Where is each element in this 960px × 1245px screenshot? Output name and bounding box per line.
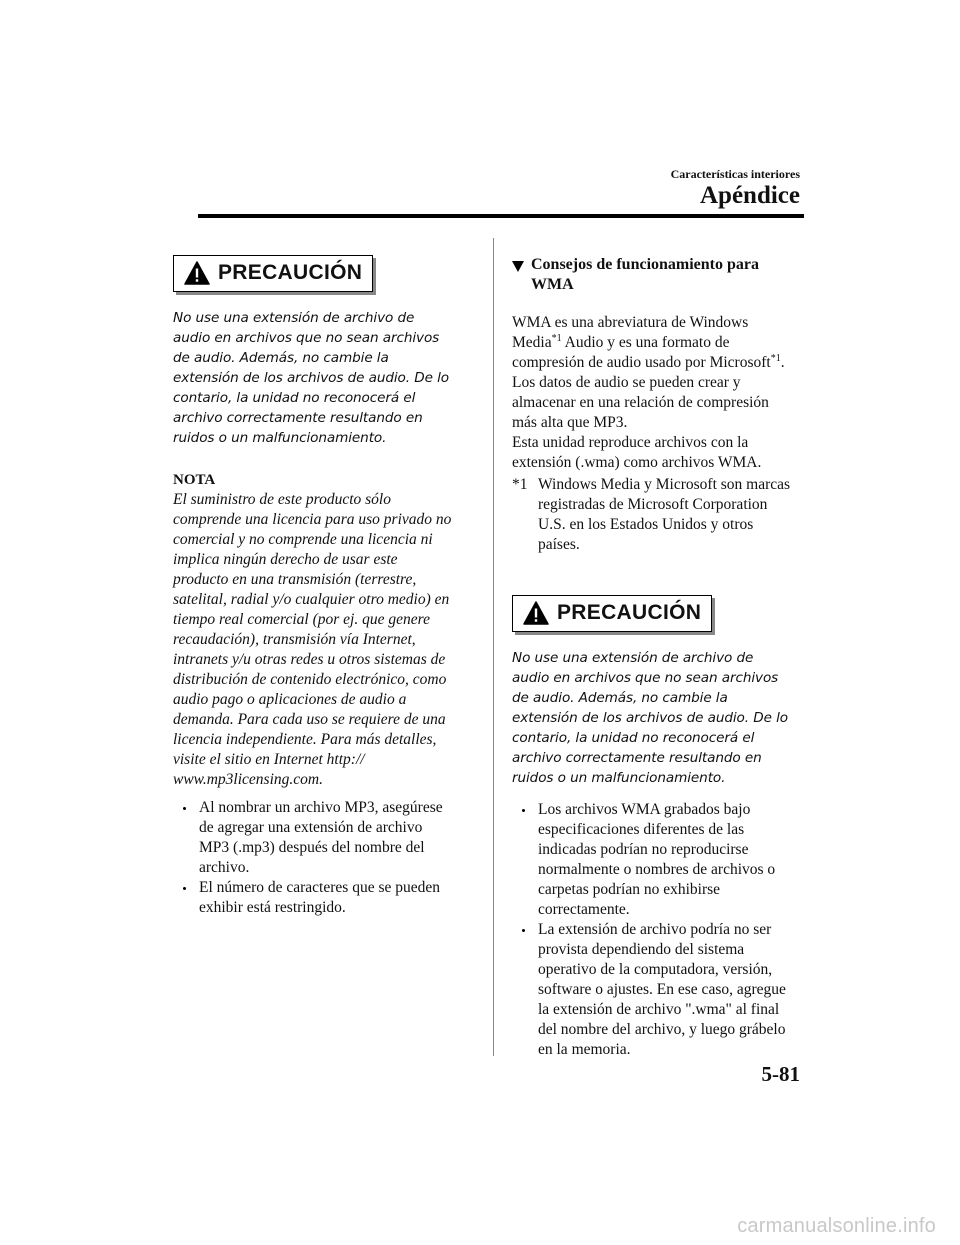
footnote-text: Windows Media y Microsoft son marcas registradas de Microsoft Corporation U.S. en los Estados Unidos y otros países. (538, 476, 791, 553)
paragraph: Esta unidad reproduce archivos con la extensión (.wma) como archivos WMA. (512, 434, 762, 471)
right-column (512, 255, 794, 1060)
chapter-title: Apéndice (700, 182, 800, 209)
caution-label: PRECAUCIÓN (557, 601, 702, 624)
section-heading-text: Consejos de funcionamiento para WMA (531, 256, 760, 293)
footnote (512, 475, 794, 555)
warning-triangle-icon (184, 261, 210, 285)
list-item (512, 800, 794, 920)
bullet-icon (183, 807, 186, 810)
watermark: carmanualsonline.info (737, 1215, 936, 1237)
caution-box (173, 255, 373, 292)
footnote-ref: *1 (770, 352, 781, 364)
bullet-icon (522, 809, 525, 812)
column-divider (493, 238, 494, 1056)
footnote-ref: *1 (551, 332, 562, 344)
paragraph-text: . (780, 354, 785, 371)
section-heading (512, 255, 794, 295)
list-item-text: La extensión de archivo podría no ser provista dependiendo del sistema operativo de la computadora, versión, software o ajustes. En ese caso, agregue la extensión de archivo ".wma" al final del nombre del archivo, y luego grábelo en la memoria. (538, 921, 786, 1058)
header-rule (198, 214, 804, 218)
paragraph: Los datos de audio se pueden crear y almacenar en una relación de compresión más alta que MP3. (512, 374, 769, 431)
bullet-list (173, 798, 455, 918)
bullet-icon (183, 887, 186, 890)
caution-text: No use una extensión de archivo de audio en archivos que no sean archivos de audio. Además, no cambie la extensión de los archivos de audio. De lo contario, la unidad no reconocerá el archivo correctamente resultando en ruidos o un malfuncionamiento. (173, 310, 449, 446)
caution-label: PRECAUCIÓN (218, 261, 363, 284)
list-item (173, 878, 455, 918)
caution-text: No use una extensión de archivo de audio en archivos que no sean archivos de audio. Además, no cambie la extensión de los archivos de audio. De lo contario, la unidad no reconocerá el archivo correctamente resultando en ruidos o un malfuncionamiento. (512, 650, 788, 786)
paragraph-text: Audio y es una formato de compresión de audio usado por Microsoft (512, 334, 771, 371)
caution-box (512, 595, 712, 632)
footnote-mark: *1 (512, 476, 528, 493)
bullet-icon (522, 929, 525, 932)
bullet-list (512, 800, 794, 1060)
paragraph-text: WMA es una abreviatura de Windows Media (512, 314, 749, 351)
list-item-text: El número de caracteres que se pueden exhibir está restringido. (199, 879, 440, 916)
warning-triangle-icon (523, 601, 549, 625)
section-title: Características interiores (670, 167, 800, 181)
list-item (512, 920, 794, 1060)
triangle-down-icon (512, 261, 524, 272)
left-column (173, 255, 455, 918)
list-item-text: Al nombrar un archivo MP3, asegúrese de agregar una extensión de archivo MP3 (.mp3) después del nombre del archivo. (199, 799, 443, 876)
list-item (173, 798, 455, 878)
note-label: NOTA (173, 472, 216, 488)
note-text: El suministro de este producto sólo comprende una licencia para uso privado no comercial y no comprende una licencia ni implica ningún derecho de usar este producto en una transmisión (terrestre, satelital, radial y/o cualquier otro medio) en tiempo real comercial (por ej. que genere recaudación), transmisión vía Internet, intranets y/u otras redes u otros sistemas de distribución de contenido electrónico, como audio pago o aplicaciones de audio a demanda. Para cada uso se requiere de una licencia independiente. Para más detalles, visite el sitio en Internet http:// www.mp3licensing.com. (173, 491, 452, 788)
page-number: 5-81 (761, 1062, 800, 1086)
paragraph (512, 313, 794, 373)
list-item-text: Los archivos WMA grabados bajo especificaciones diferentes de las indicadas podrían no reproducirse normalmente o nombres de archivos o carpetas podrían no exhibirse correctamente. (538, 801, 776, 918)
